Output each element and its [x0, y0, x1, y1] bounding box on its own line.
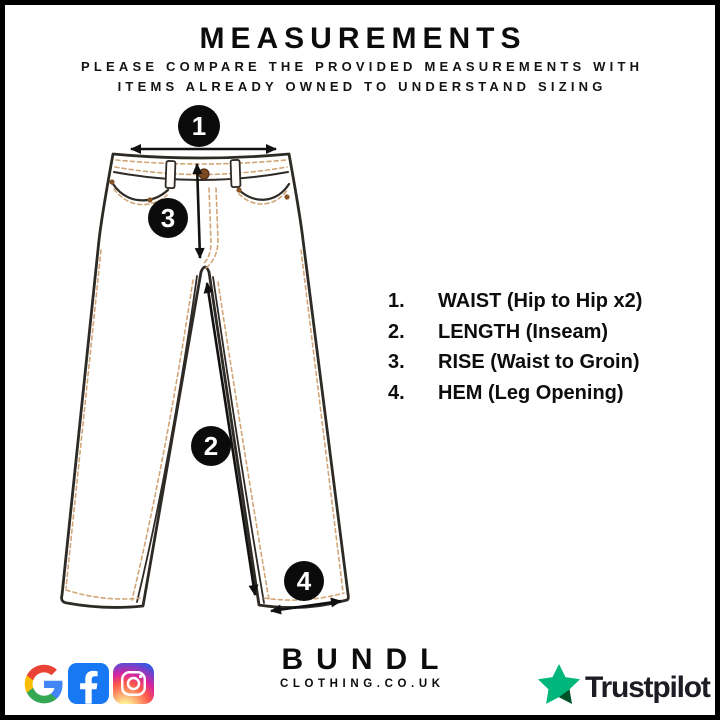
legend-number: 2. — [388, 320, 405, 343]
jeans-outline — [62, 154, 349, 608]
legend-item-hem — [388, 378, 642, 409]
brand-name: BUNDL — [281, 643, 452, 676]
rise-arrow — [197, 164, 200, 258]
legend-label: RISE (Waist to Groin) — [438, 351, 640, 374]
marker-1 — [178, 105, 220, 147]
legend-item-rise — [388, 348, 642, 379]
svg-text:4: 4 — [296, 566, 312, 596]
page-title: MEASUREMENTS — [199, 22, 527, 55]
legend-label: WAIST (Hip to Hip x2) — [438, 289, 643, 312]
trustpilot-star-icon — [538, 664, 580, 706]
svg-text:2: 2 — [203, 431, 219, 461]
marker-4 — [284, 561, 324, 601]
marker-2 — [191, 426, 231, 466]
waist-button — [199, 169, 209, 179]
legend-number: 4. — [388, 382, 405, 405]
legend-item-length — [388, 317, 642, 348]
svg-text:3: 3 — [160, 203, 176, 233]
legend-number: 1. — [388, 289, 405, 312]
trustpilot-logo — [538, 664, 710, 706]
measurement-legend — [388, 286, 642, 409]
subtitle-line-1: PLEASE COMPARE THE PROVIDED MEASUREMENTS WITH — [81, 59, 644, 74]
jeans-illustration — [62, 154, 349, 608]
left-pocket-curve — [113, 184, 168, 200]
marker-3 — [148, 198, 188, 238]
brand-tagline: CLOTHING.CO.UK — [279, 678, 445, 690]
subtitle-line-2: ITEMS ALREADY OWNED TO UNDERSTAND SIZING — [117, 79, 607, 94]
legend-item-waist — [388, 286, 642, 317]
trustpilot-wordmark: Trustpilot — [585, 670, 710, 704]
legend-number: 3. — [388, 351, 405, 374]
svg-text:1: 1 — [191, 111, 207, 141]
legend-label: HEM (Leg Opening) — [438, 382, 624, 405]
legend-label: LENGTH (Inseam) — [438, 320, 609, 343]
